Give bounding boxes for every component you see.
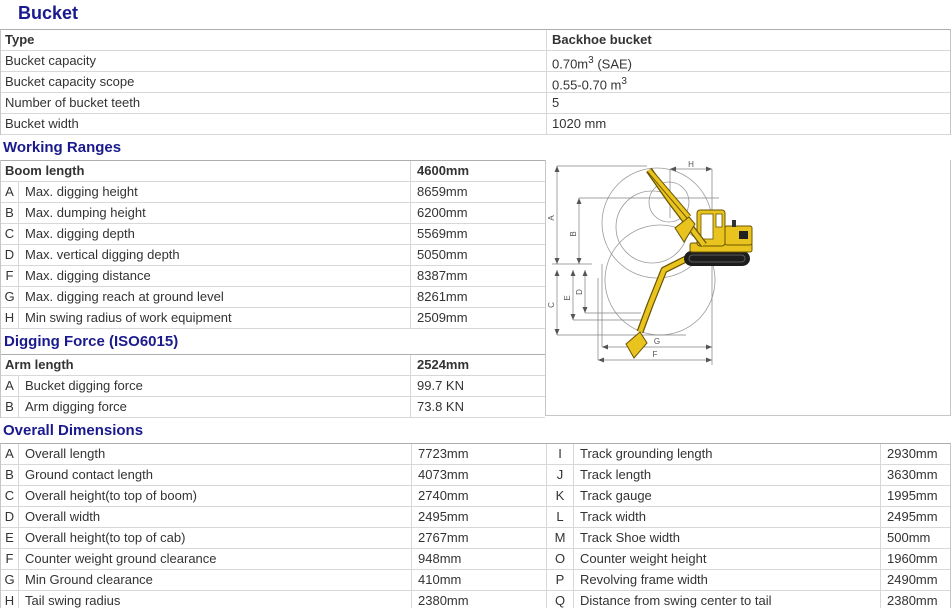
overall-dimensions-table: [0, 443, 951, 608]
table-row: [1, 376, 545, 397]
bucket-upper: [675, 217, 695, 242]
dim-label-F: F: [652, 350, 658, 359]
row-value: 3630mm: [880, 465, 950, 485]
row-value: 2930mm: [880, 444, 950, 464]
row-letter: O: [546, 549, 574, 569]
row-label: Overall length: [25, 446, 106, 461]
working-ranges-table: [1, 160, 545, 329]
row-value: 5: [546, 93, 950, 113]
row-value: 1020 mm: [546, 114, 950, 134]
dim-label-E: E: [563, 295, 572, 301]
track: [684, 251, 750, 266]
row-letter: G: [1, 287, 19, 307]
row-label: Max. vertical digging depth: [25, 247, 180, 262]
dim-label-H: H: [688, 160, 694, 169]
table-row: [1, 528, 546, 549]
row-label: Max. digging height: [25, 184, 138, 199]
table-row: [1, 114, 950, 135]
row-label: Bucket digging force: [25, 378, 143, 393]
row-value: 2740mm: [411, 486, 546, 506]
row-value: 410mm: [411, 570, 546, 590]
row-value: 8387mm: [410, 266, 545, 286]
table-row: [1, 182, 545, 203]
row-label: Ground contact length: [25, 467, 153, 482]
row-label: Max. digging depth: [25, 226, 135, 241]
row-label: Tail swing radius: [25, 593, 121, 608]
row-label: Track grounding length: [580, 446, 713, 461]
table-row: [1, 591, 546, 608]
table-row: [546, 507, 950, 528]
row-value: 8659mm: [410, 182, 545, 202]
row-label: Bucket capacity scope: [5, 74, 135, 89]
digging-force-rows: [1, 376, 545, 418]
dim-label-C: C: [547, 302, 556, 308]
table-row: [1, 397, 545, 418]
excavator-working-range-diagram: [546, 160, 950, 415]
row-label: Overall width: [25, 509, 101, 524]
row-letter: I: [546, 444, 574, 464]
overall-dimensions-left: [1, 444, 546, 608]
row-label: Track Shoe width: [580, 530, 680, 545]
row-label: Revolving frame width: [580, 572, 708, 587]
row-label: Distance from swing center to tail: [580, 593, 772, 608]
overall-dimensions-right: [546, 444, 950, 608]
table-header-row: [1, 161, 545, 182]
digging-force-table: [1, 354, 545, 418]
row-label: Number of bucket teeth: [5, 95, 141, 110]
boom-length-label: Boom length: [5, 163, 85, 178]
dim-label-D: D: [575, 289, 584, 295]
section-title-working-ranges: Working Ranges: [3, 139, 122, 156]
row-value: 2495mm: [411, 507, 546, 527]
table-row: [546, 591, 950, 608]
table-row: [546, 570, 950, 591]
row-label: Min Ground clearance: [25, 572, 153, 587]
row-letter: D: [1, 245, 19, 265]
dim-label-A: A: [547, 215, 556, 221]
table-row: [1, 245, 545, 266]
arm-length-value: 2524mm: [410, 355, 545, 375]
row-value: Backhoe bucket: [546, 30, 950, 50]
row-label: Track width: [580, 509, 646, 524]
row-label: Overall height(to top of boom): [25, 488, 197, 503]
row-value: 99.7 KN: [410, 376, 545, 396]
row-label: Max. dumping height: [25, 205, 146, 220]
section-title-digging-force: Digging Force (ISO6015): [4, 333, 179, 350]
row-value: 1960mm: [880, 549, 950, 569]
dim-label-G: G: [653, 337, 661, 346]
table-row: [1, 444, 546, 465]
row-label: Max. digging distance: [25, 268, 151, 283]
row-label: Counter weight ground clearance: [25, 551, 217, 566]
row-letter: B: [1, 203, 19, 223]
table-row: [546, 528, 950, 549]
table-row: [1, 72, 950, 93]
working-ranges-rows: [1, 182, 545, 329]
row-label: Min swing radius of work equipment: [25, 310, 232, 325]
row-value: 0.55-0.70 $m^3$: [546, 72, 950, 95]
table-header-row: [1, 355, 545, 376]
table-row: [1, 507, 546, 528]
row-value: 2490mm: [880, 570, 950, 590]
row-letter: D: [1, 507, 19, 527]
row-letter: A: [1, 376, 19, 396]
row-label: Arm digging force: [25, 399, 127, 414]
row-value: 4073mm: [411, 465, 546, 485]
row-letter: B: [1, 465, 19, 485]
row-letter: C: [1, 486, 19, 506]
table-row: [1, 486, 546, 507]
row-value: 948mm: [411, 549, 546, 569]
row-letter: F: [1, 266, 19, 286]
row-value: 7723mm: [411, 444, 546, 464]
table-row: [1, 93, 950, 114]
row-label: Type: [5, 32, 35, 47]
table-row: [1, 570, 546, 591]
table-row: [1, 549, 546, 570]
table-row: [546, 444, 950, 465]
table-row: [546, 549, 950, 570]
row-letter: A: [1, 444, 19, 464]
dim-label-B: B: [569, 231, 578, 237]
row-value: 8261mm: [410, 287, 545, 307]
row-letter: C: [1, 224, 19, 244]
table-row: [1, 308, 545, 329]
row-letter: H: [1, 308, 19, 328]
row-letter: A: [1, 182, 19, 202]
table-row: [1, 287, 545, 308]
table-row: [1, 465, 546, 486]
row-letter: K: [546, 486, 574, 506]
working-ranges-section: [0, 160, 951, 418]
working-range-diagram-cell: [545, 160, 951, 416]
row-label: Bucket capacity: [5, 53, 97, 68]
row-value: 2495mm: [880, 507, 950, 527]
row-value: 2380mm: [880, 591, 950, 608]
table-row: [546, 465, 950, 486]
table-row: [1, 203, 545, 224]
row-letter: L: [546, 507, 574, 527]
arm-length-label: Arm length: [5, 357, 74, 372]
row-value: 2767mm: [411, 528, 546, 548]
row-letter: B: [1, 397, 19, 417]
row-letter: E: [1, 528, 19, 548]
row-value: 2509mm: [410, 308, 545, 328]
row-value: 1995mm: [880, 486, 950, 506]
row-value: 73.8 KN: [410, 397, 545, 417]
row-value: $0.70m^3$ (SAE): [546, 51, 950, 74]
row-letter: Q: [546, 591, 574, 608]
row-label: Overall height(to top of cab): [25, 530, 186, 545]
row-label: Max. digging reach at ground level: [25, 289, 224, 304]
bucket-table: [0, 29, 951, 135]
row-letter: H: [1, 591, 19, 608]
row-value: 5569mm: [410, 224, 545, 244]
row-letter: M: [546, 528, 574, 548]
row-label: Track length: [580, 467, 652, 482]
table-row: [1, 30, 950, 51]
row-letter: G: [1, 570, 19, 590]
page-title: Bucket: [18, 3, 79, 23]
row-letter: P: [546, 570, 574, 590]
row-value: 5050mm: [410, 245, 545, 265]
table-row: [1, 51, 950, 72]
boom-length-value: 4600mm: [410, 161, 545, 181]
table-row: [546, 486, 950, 507]
section-title-overall-dimensions: Overall Dimensions: [3, 422, 144, 439]
working-ranges-tables: [0, 160, 545, 418]
row-label: Counter weight height: [580, 551, 707, 566]
bucket-lower: [626, 332, 647, 358]
row-value: 6200mm: [410, 203, 545, 223]
row-letter: J: [546, 465, 574, 485]
row-letter: F: [1, 549, 19, 569]
table-row: [1, 224, 545, 245]
row-value: 2380mm: [411, 591, 546, 608]
row-label: Track gauge: [580, 488, 652, 503]
table-row: [1, 266, 545, 287]
row-value: 500mm: [880, 528, 950, 548]
row-label: Bucket width: [5, 116, 79, 131]
